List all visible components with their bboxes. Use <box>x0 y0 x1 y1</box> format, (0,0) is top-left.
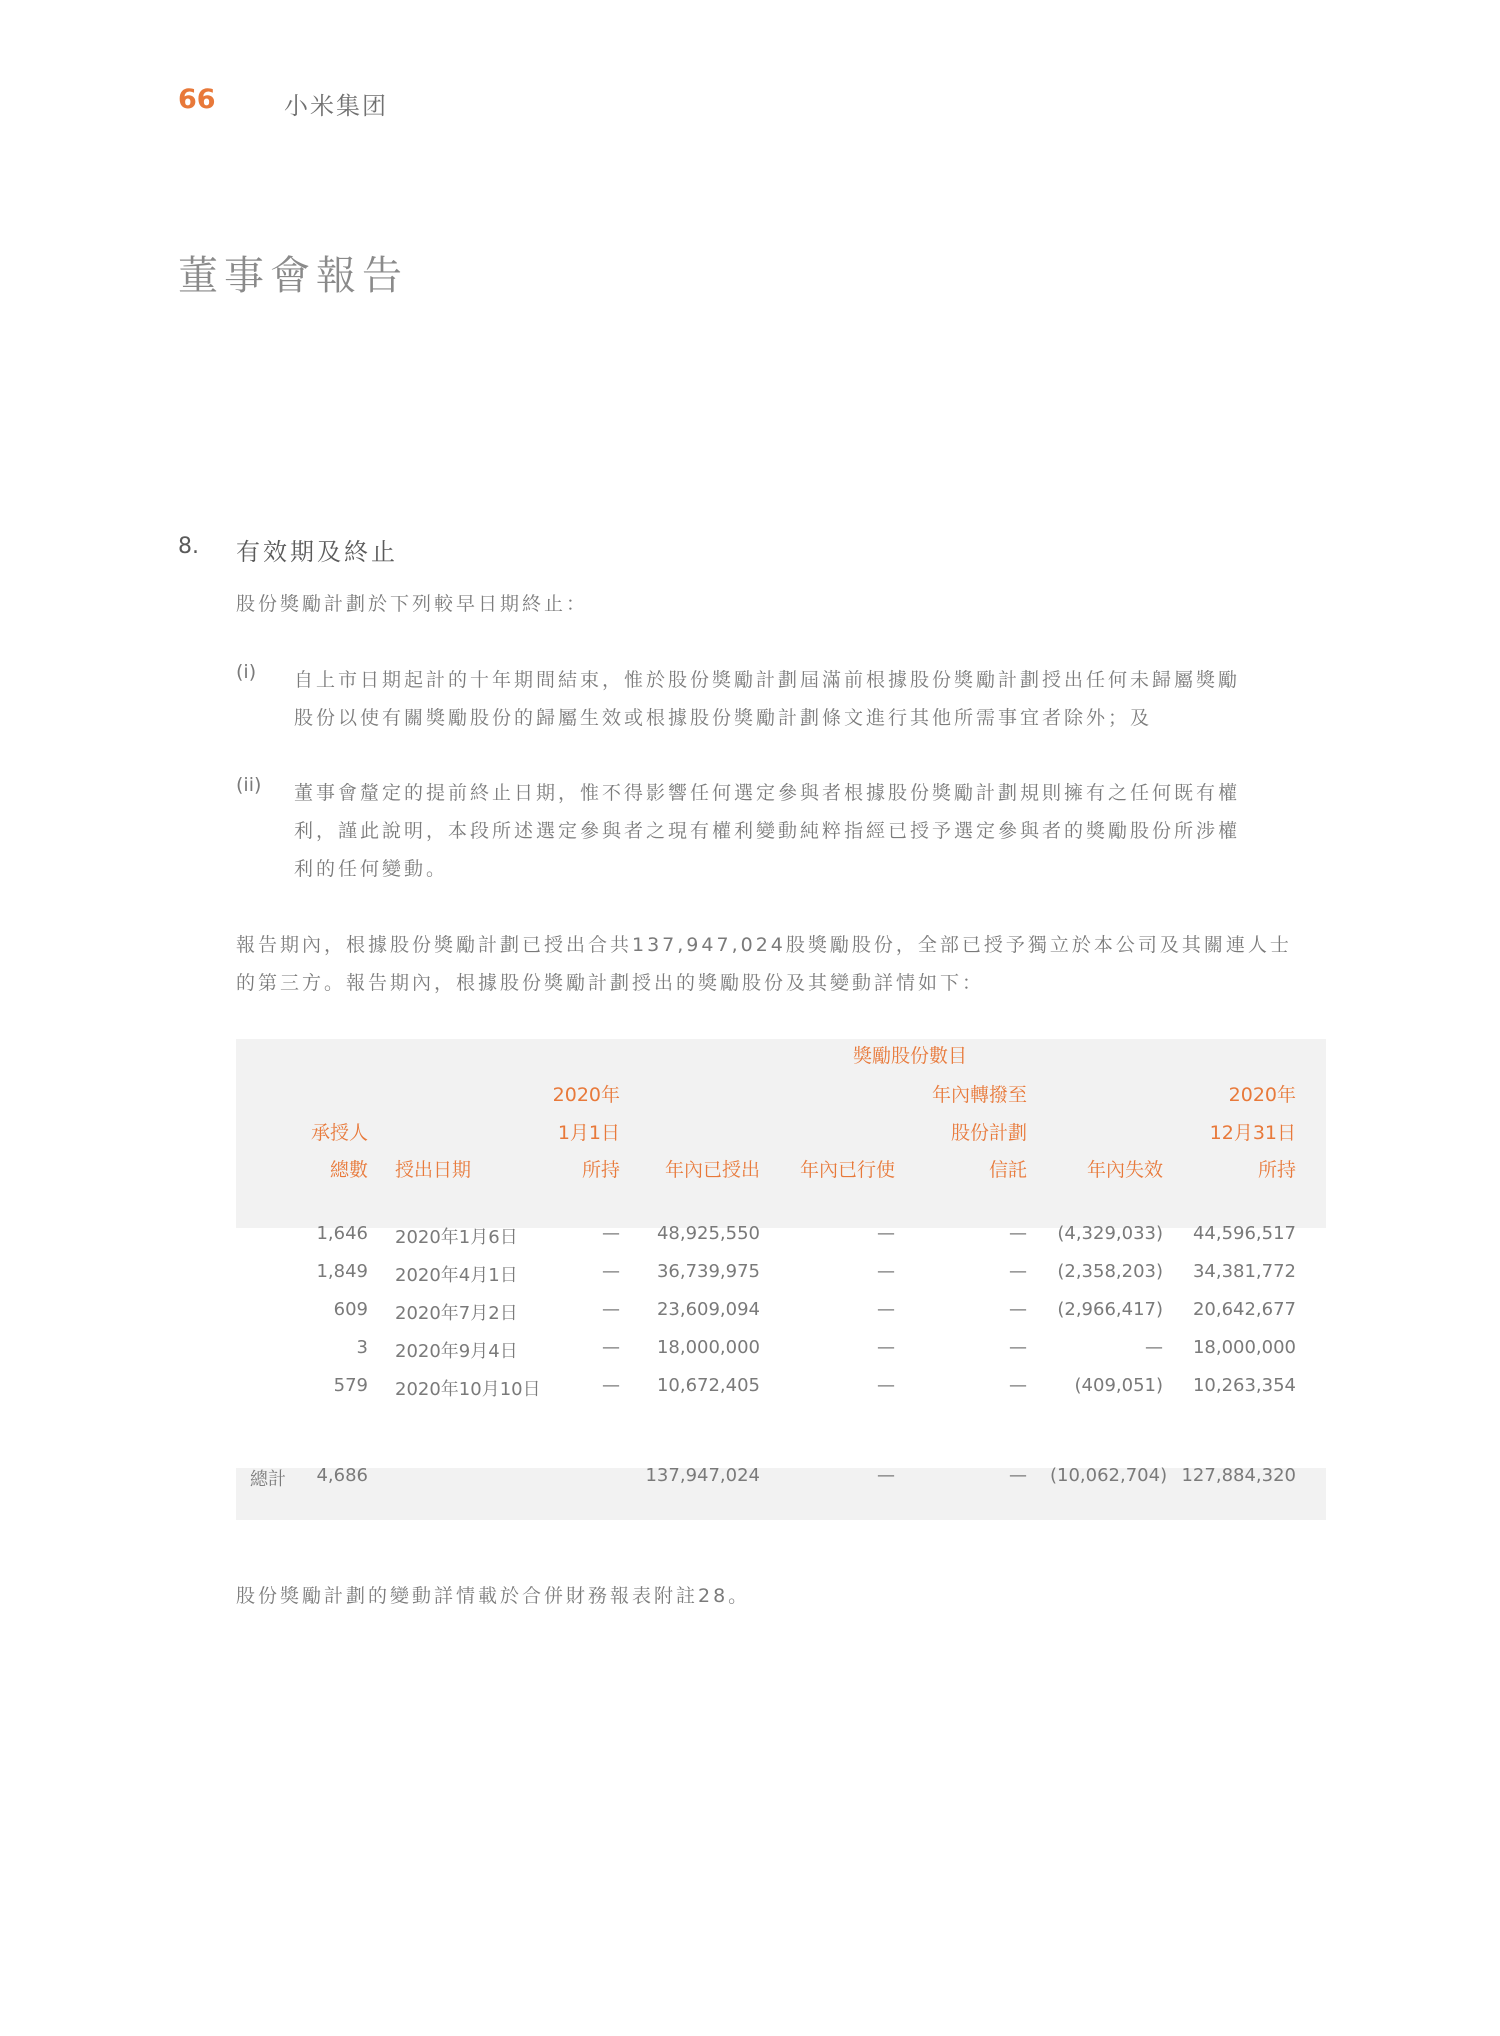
report-paragraph <box>236 926 1326 1002</box>
cell-grantees: 1,646 <box>316 1223 368 1244</box>
header-grantees-line2: 總數 <box>329 1159 368 1181</box>
cell-transferred: — <box>1009 1337 1027 1358</box>
total-lapsed: (10,062,704) <box>1050 1465 1168 1486</box>
item-marker-i: (i) <box>236 661 257 683</box>
cell-grantees: 1,849 <box>316 1261 368 1282</box>
header-grant-date: 授出日期 <box>395 1159 472 1181</box>
text-line: 自上市日期起計的十年期間結束，惟於股份獎勵計劃屆滿前根據股份獎勵計劃授出任何未歸屬獎勵 <box>294 669 1241 691</box>
total-exercised: — <box>877 1465 895 1486</box>
cell-granted: 48,925,550 <box>656 1223 760 1244</box>
item-paragraph-i <box>294 661 1324 737</box>
cell-transferred: — <box>1009 1299 1027 1320</box>
cell-lapsed: (2,966,417) <box>1057 1299 1163 1320</box>
cell-transferred: — <box>1009 1261 1027 1282</box>
header-exercised: 年內已行使 <box>799 1159 895 1181</box>
cell-granted: 10,672,405 <box>656 1375 760 1396</box>
item-marker-ii: (ii) <box>236 774 262 796</box>
cell-exercised: — <box>877 1223 895 1244</box>
cell-exercised: — <box>877 1261 895 1282</box>
cell-granted: 23,609,094 <box>656 1299 760 1320</box>
total-held-end: 127,884,320 <box>1181 1465 1296 1486</box>
text-line: 利的任何變動。 <box>294 858 449 880</box>
intro-paragraph: 股份獎勵計劃於下列較早日期終止： <box>236 593 589 615</box>
header-held-start-line3: 所持 <box>581 1159 620 1181</box>
item-paragraph-ii <box>294 774 1324 888</box>
header-held-end-line2: 12月31日 <box>1209 1122 1296 1144</box>
cell-grant-date: 2020年7月2日 <box>395 1303 518 1324</box>
cell-held-end: 20,642,677 <box>1192 1299 1296 1320</box>
header-held-end-line1: 2020年 <box>1228 1084 1296 1106</box>
header-held-start-line2: 1月1日 <box>557 1122 620 1144</box>
note-paragraph: 股份獎勵計劃的變動詳情載於合併財務報表附註28。 <box>236 1585 751 1607</box>
cell-transferred: — <box>1009 1375 1027 1396</box>
cell-granted: 36,739,975 <box>656 1261 760 1282</box>
cell-granted: 18,000,000 <box>656 1337 760 1358</box>
header-transferred-line2: 股份計劃 <box>950 1122 1027 1144</box>
cell-lapsed: (409,051) <box>1074 1375 1163 1396</box>
heading-number: 8. <box>178 534 199 559</box>
section-title: 董事會報告 <box>178 253 408 299</box>
text-line: 利，謹此說明，本段所述選定參與者之現有權利變動純粹指經已授予選定參與者的獎勵股份所涉權 <box>294 820 1241 842</box>
cell-grant-date: 2020年9月4日 <box>395 1341 518 1362</box>
total-label: 總計 <box>250 1469 286 1490</box>
table-header-background <box>236 1039 1326 1228</box>
cell-grantees: 579 <box>333 1375 368 1396</box>
text-line: 報告期內，根據股份獎勵計劃已授出合共137,947,024股獎勵股份，全部已授予獨立於本公司及其關連人士 <box>236 934 1292 956</box>
cell-lapsed: — <box>1145 1337 1163 1358</box>
cell-transferred: — <box>1009 1223 1027 1244</box>
text-line: 董事會釐定的提前終止日期，惟不得影響任何選定參與者根據股份獎勵計劃規則擁有之任何既有權 <box>294 782 1241 804</box>
cell-exercised: — <box>877 1375 895 1396</box>
cell-held-end: 44,596,517 <box>1192 1223 1296 1244</box>
cell-held-start: — <box>602 1375 620 1396</box>
total-grantees: 4,686 <box>316 1465 368 1486</box>
cell-exercised: — <box>877 1299 895 1320</box>
header-grantees-line1: 承授人 <box>310 1122 368 1144</box>
company-name: 小米集团 <box>284 92 388 120</box>
cell-grantees: 3 <box>356 1337 368 1358</box>
header-held-start-line1: 2020年 <box>552 1084 620 1106</box>
cell-grantees: 609 <box>333 1299 368 1320</box>
cell-grant-date: 2020年10月10日 <box>395 1379 541 1400</box>
cell-grant-date: 2020年4月1日 <box>395 1265 518 1286</box>
total-transferred: — <box>1009 1465 1027 1486</box>
header-held-end-line3: 所持 <box>1257 1159 1296 1181</box>
header-granted: 年內已授出 <box>664 1159 760 1181</box>
header-group-award-shares: 獎勵股份數目 <box>852 1045 967 1067</box>
cell-grant-date: 2020年1月6日 <box>395 1227 518 1248</box>
cell-held-start: — <box>602 1299 620 1320</box>
heading-title: 有效期及終止 <box>236 538 398 566</box>
cell-held-start: — <box>602 1261 620 1282</box>
cell-lapsed: (4,329,033) <box>1057 1223 1163 1244</box>
header-transferred-line1: 年內轉撥至 <box>931 1084 1027 1106</box>
text-line: 的第三方。報告期內，根據股份獎勵計劃授出的獎勵股份及其變動詳情如下： <box>236 972 985 994</box>
cell-lapsed: (2,358,203) <box>1057 1261 1163 1282</box>
cell-held-end: 10,263,354 <box>1192 1375 1296 1396</box>
header-lapsed: 年內失效 <box>1086 1159 1163 1181</box>
cell-held-end: 18,000,000 <box>1192 1337 1296 1358</box>
cell-exercised: — <box>877 1337 895 1358</box>
cell-held-start: — <box>602 1223 620 1244</box>
cell-held-end: 34,381,772 <box>1192 1261 1296 1282</box>
page-number: 66 <box>178 84 216 115</box>
total-granted: 137,947,024 <box>645 1465 760 1486</box>
cell-held-start: — <box>602 1337 620 1358</box>
header-transferred-line3: 信託 <box>988 1159 1027 1181</box>
text-line: 股份以使有關獎勵股份的歸屬生效或根據股份獎勵計劃條文進行其他所需事宜者除外；及 <box>294 707 1153 729</box>
